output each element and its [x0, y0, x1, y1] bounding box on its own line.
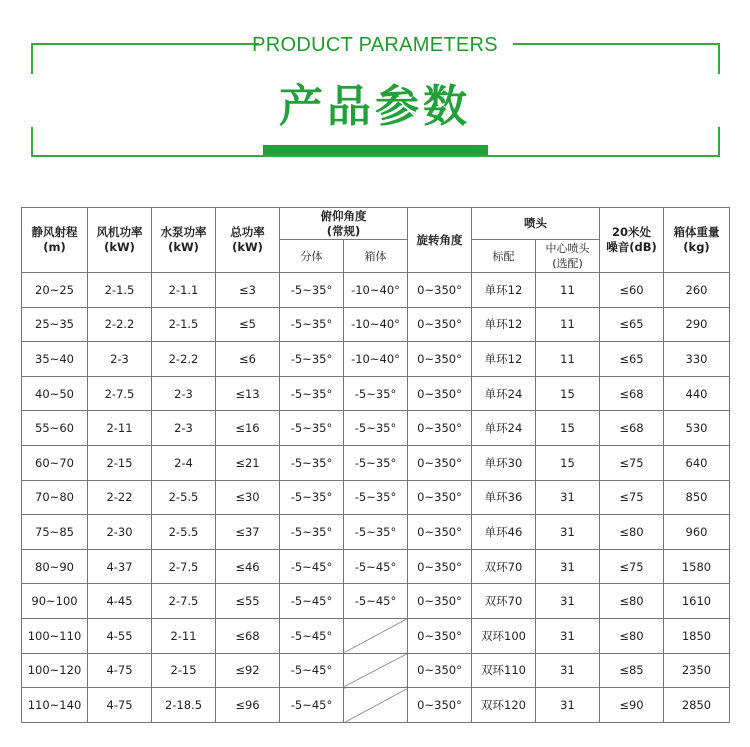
cell-pump-power: 2-3 [152, 376, 216, 411]
cell-pitch-split: -5~35° [280, 307, 344, 342]
cell-nozzle-center: 31 [536, 515, 600, 550]
cell-rotation: 0~350° [408, 618, 472, 653]
header-pitch-split: 分体 [280, 240, 344, 273]
cell-noise: ≤75 [600, 480, 664, 515]
cell-fan-power: 2-30 [88, 515, 152, 550]
cell-pump-power: 2-2.2 [152, 342, 216, 377]
cell-pitch-box: -5~35° [344, 445, 408, 480]
cell-total-power: ≤16 [216, 411, 280, 446]
cell-noise: ≤65 [600, 342, 664, 377]
cell-total-power: ≤46 [216, 549, 280, 584]
table-row [22, 653, 730, 688]
cell-rotation: 0~350° [408, 688, 472, 723]
cell-nozzle-center: 31 [536, 480, 600, 515]
cell-pump-power: 2-7.5 [152, 584, 216, 619]
frame-bottom-line [31, 155, 720, 157]
cell-fan-power: 4-75 [88, 688, 152, 723]
cell-range: 55~60 [22, 411, 88, 446]
cell-fan-power: 2-11 [88, 411, 152, 446]
cell-rotation: 0~350° [408, 515, 472, 550]
cell-range: 90~100 [22, 584, 88, 619]
cell-noise: ≤75 [600, 549, 664, 584]
cell-total-power: ≤21 [216, 445, 280, 480]
table-row [22, 307, 730, 342]
table-body [22, 273, 730, 723]
header-pitch-box: 箱体 [344, 240, 408, 273]
header-rotation-angle: 旋转角度 [408, 208, 472, 273]
cell-pitch-split: -5~35° [280, 515, 344, 550]
cell-range: 25~35 [22, 307, 88, 342]
cell-nozzle-standard: 双环100 [472, 618, 536, 653]
cell-pitch-box: -10~40° [344, 307, 408, 342]
cell-rotation: 0~350° [408, 445, 472, 480]
cell-nozzle-standard: 双环120 [472, 688, 536, 723]
table-row [22, 376, 730, 411]
cell-total-power: ≤5 [216, 307, 280, 342]
cell-nozzle-standard: 单环24 [472, 411, 536, 446]
header-range: 静风射程 (m) [22, 208, 88, 273]
cell-nozzle-standard: 双环110 [472, 653, 536, 688]
header-pump-power: 水泵功率 (kW) [152, 208, 216, 273]
cell-pitch-split: -5~35° [280, 376, 344, 411]
cell-total-power: ≤37 [216, 515, 280, 550]
cell-noise: ≤75 [600, 445, 664, 480]
cell-weight: 1610 [664, 584, 730, 619]
cell-weight: 2850 [664, 688, 730, 723]
cell-noise: ≤80 [600, 618, 664, 653]
cell-range: 100~110 [22, 618, 88, 653]
cell-pitch-split: -5~35° [280, 445, 344, 480]
cell-range: 110~140 [22, 688, 88, 723]
cell-nozzle-standard: 单环12 [472, 273, 536, 308]
header-nozzle: 喷头 [472, 208, 600, 240]
cell-pitch-box [344, 688, 408, 723]
cell-pump-power: 2-5.5 [152, 515, 216, 550]
cell-rotation: 0~350° [408, 342, 472, 377]
parameters-table [21, 207, 730, 723]
cell-rotation: 0~350° [408, 273, 472, 308]
cell-range: 40~50 [22, 376, 88, 411]
cell-total-power: ≤96 [216, 688, 280, 723]
cell-total-power: ≤68 [216, 618, 280, 653]
cell-pitch-split: -5~45° [280, 688, 344, 723]
cell-nozzle-center: 11 [536, 307, 600, 342]
cell-pump-power: 2-7.5 [152, 549, 216, 584]
cell-rotation: 0~350° [408, 584, 472, 619]
cell-nozzle-center: 31 [536, 653, 600, 688]
cell-noise: ≤68 [600, 411, 664, 446]
cell-nozzle-standard: 单环12 [472, 342, 536, 377]
cell-pump-power: 2-3 [152, 411, 216, 446]
section-subtitle: PRODUCT PARAMETERS [252, 34, 498, 56]
cell-noise: ≤85 [600, 653, 664, 688]
cell-pitch-box: -5~35° [344, 411, 408, 446]
cell-weight: 260 [664, 273, 730, 308]
cell-pitch-box: -5~35° [344, 515, 408, 550]
cell-weight: 2350 [664, 653, 730, 688]
header-noise: 20米处 噪音(dB) [600, 208, 664, 273]
cell-pitch-split: -5~45° [280, 653, 344, 688]
table-row [22, 342, 730, 377]
table-row [22, 688, 730, 723]
cell-fan-power: 2-22 [88, 480, 152, 515]
header-pitch-angle: 俯仰角度 (常规) [280, 208, 408, 240]
cell-weight: 850 [664, 480, 730, 515]
cell-rotation: 0~350° [408, 653, 472, 688]
cell-nozzle-center: 31 [536, 549, 600, 584]
cell-nozzle-center: 15 [536, 376, 600, 411]
cell-noise: ≤60 [600, 273, 664, 308]
cell-pitch-box: -5~45° [344, 584, 408, 619]
cell-noise: ≤90 [600, 688, 664, 723]
cell-total-power: ≤6 [216, 342, 280, 377]
header-fan-power: 风机功率 (kW) [88, 208, 152, 273]
cell-pitch-box: -10~40° [344, 342, 408, 377]
cell-fan-power: 4-37 [88, 549, 152, 584]
cell-pitch-box [344, 653, 408, 688]
cell-nozzle-standard: 单环12 [472, 307, 536, 342]
cell-range: 20~25 [22, 273, 88, 308]
cell-nozzle-center: 15 [536, 445, 600, 480]
cell-pump-power: 2-5.5 [152, 480, 216, 515]
cell-pump-power: 2-4 [152, 445, 216, 480]
cell-nozzle-center: 31 [536, 618, 600, 653]
table-row [22, 584, 730, 619]
cell-range: 60~70 [22, 445, 88, 480]
page-title: 产品参数 [279, 81, 471, 132]
cell-pitch-split: -5~35° [280, 273, 344, 308]
cell-nozzle-standard: 单环36 [472, 480, 536, 515]
cell-fan-power: 4-45 [88, 584, 152, 619]
cell-rotation: 0~350° [408, 307, 472, 342]
cell-nozzle-center: 31 [536, 584, 600, 619]
cell-nozzle-center: 11 [536, 342, 600, 377]
table-row [22, 480, 730, 515]
cell-pitch-box [344, 618, 408, 653]
cell-total-power: ≤13 [216, 376, 280, 411]
cell-pump-power: 2-1.5 [152, 307, 216, 342]
cell-rotation: 0~350° [408, 376, 472, 411]
cell-range: 35~40 [22, 342, 88, 377]
cell-nozzle-standard: 双环70 [472, 549, 536, 584]
cell-total-power: ≤3 [216, 273, 280, 308]
cell-range: 75~85 [22, 515, 88, 550]
cell-noise: ≤68 [600, 376, 664, 411]
cell-weight: 640 [664, 445, 730, 480]
cell-weight: 1850 [664, 618, 730, 653]
cell-range: 80~90 [22, 549, 88, 584]
header-weight: 箱体重量 (kg) [664, 208, 730, 273]
cell-pump-power: 2-11 [152, 618, 216, 653]
table-row [22, 445, 730, 480]
cell-nozzle-standard: 单环46 [472, 515, 536, 550]
cell-fan-power: 2-15 [88, 445, 152, 480]
cell-pitch-split: -5~45° [280, 584, 344, 619]
table-row [22, 618, 730, 653]
cell-pitch-box: -5~35° [344, 376, 408, 411]
cell-pitch-split: -5~35° [280, 342, 344, 377]
cell-total-power: ≤55 [216, 584, 280, 619]
cell-nozzle-standard: 单环24 [472, 376, 536, 411]
cell-pitch-split: -5~45° [280, 618, 344, 653]
cell-fan-power: 4-75 [88, 653, 152, 688]
cell-nozzle-center: 15 [536, 411, 600, 446]
cell-noise: ≤65 [600, 307, 664, 342]
cell-weight: 1580 [664, 549, 730, 584]
table-row [22, 515, 730, 550]
cell-nozzle-center: 11 [536, 273, 600, 308]
cell-fan-power: 2-2.2 [88, 307, 152, 342]
cell-pitch-split: -5~35° [280, 480, 344, 515]
cell-rotation: 0~350° [408, 549, 472, 584]
cell-pitch-box: -5~45° [344, 549, 408, 584]
cell-noise: ≤80 [600, 515, 664, 550]
cell-weight: 440 [664, 376, 730, 411]
cell-rotation: 0~350° [408, 411, 472, 446]
cell-fan-power: 2-3 [88, 342, 152, 377]
cell-pitch-box: -5~35° [344, 480, 408, 515]
cell-fan-power: 2-7.5 [88, 376, 152, 411]
header-nozzle-center: 中心喷头 (选配) [536, 240, 600, 273]
cell-range: 70~80 [22, 480, 88, 515]
cell-pump-power: 2-15 [152, 653, 216, 688]
table-row [22, 549, 730, 584]
cell-pitch-box: -10~40° [344, 273, 408, 308]
cell-weight: 290 [664, 307, 730, 342]
header-nozzle-standard: 标配 [472, 240, 536, 273]
cell-weight: 530 [664, 411, 730, 446]
cell-pump-power: 2-18.5 [152, 688, 216, 723]
table-row [22, 411, 730, 446]
cell-weight: 960 [664, 515, 730, 550]
cell-pitch-split: -5~35° [280, 411, 344, 446]
cell-rotation: 0~350° [408, 480, 472, 515]
cell-weight: 330 [664, 342, 730, 377]
cell-total-power: ≤92 [216, 653, 280, 688]
cell-range: 100~120 [22, 653, 88, 688]
header-total-power: 总功率 (kW) [216, 208, 280, 273]
cell-fan-power: 2-1.5 [88, 273, 152, 308]
cell-fan-power: 4-55 [88, 618, 152, 653]
cell-nozzle-center: 31 [536, 688, 600, 723]
title-underline-bar [263, 145, 488, 155]
cell-total-power: ≤30 [216, 480, 280, 515]
table-row [22, 273, 730, 308]
cell-pump-power: 2-1.1 [152, 273, 216, 308]
cell-noise: ≤80 [600, 584, 664, 619]
cell-nozzle-standard: 双环70 [472, 584, 536, 619]
cell-nozzle-standard: 单环30 [472, 445, 536, 480]
cell-pitch-split: -5~45° [280, 549, 344, 584]
